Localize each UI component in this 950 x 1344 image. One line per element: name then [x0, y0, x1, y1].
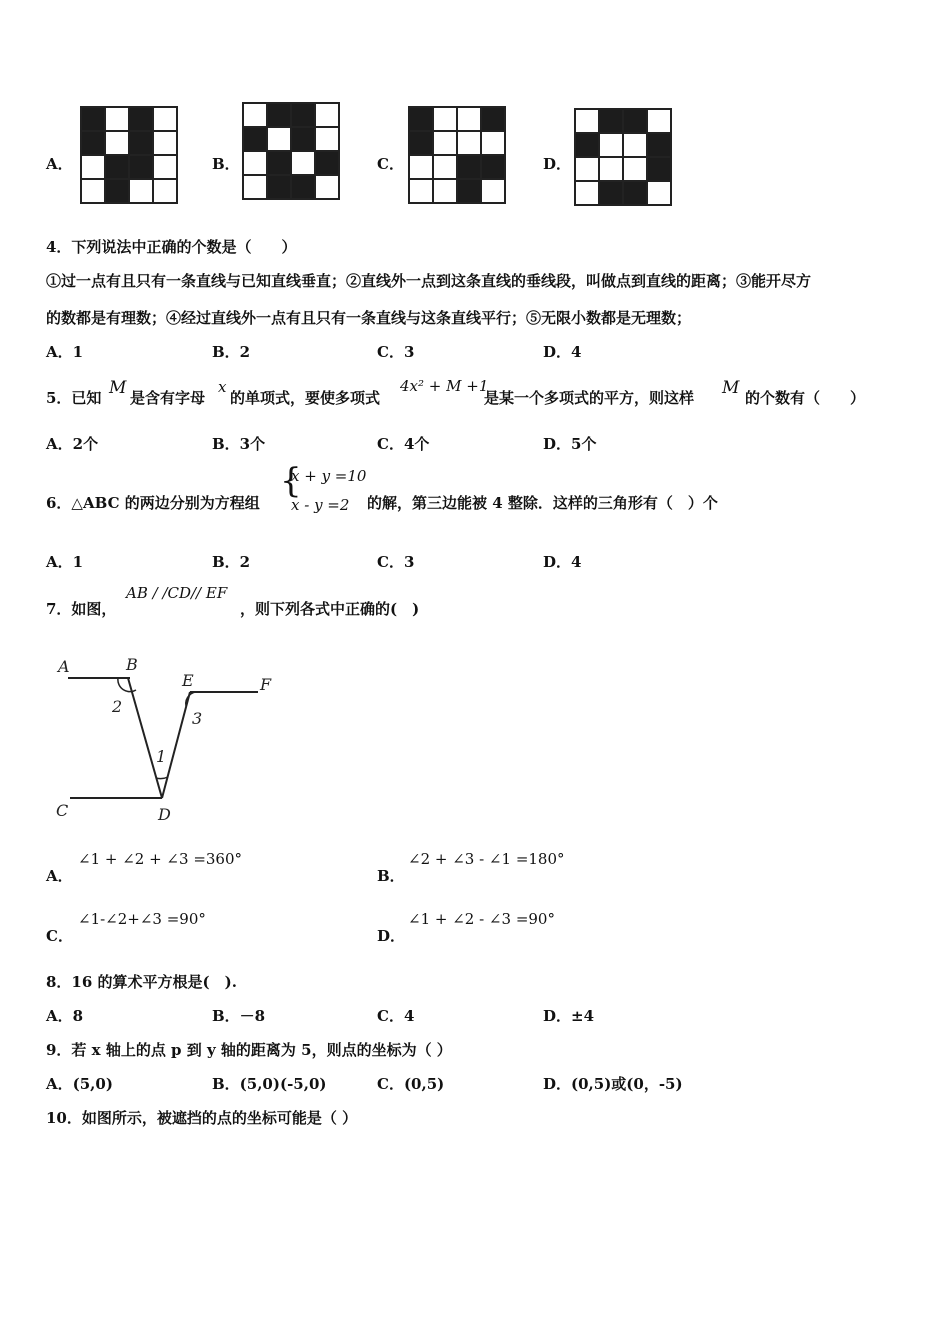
grid-cell-filled [106, 180, 128, 202]
q7-option-a-label: A． [46, 867, 73, 885]
q9-option-a: A．(5,0) [46, 1075, 113, 1093]
grid-cell-empty [482, 180, 504, 202]
grid-cell-empty [458, 132, 480, 154]
q6-system-brace: { [280, 461, 302, 501]
q3-option-b-grid [242, 102, 340, 200]
label-a: A [58, 657, 70, 676]
q9-option-c: C．(0,5) [377, 1075, 445, 1093]
label-b: B [126, 655, 138, 674]
q7-condition: AB / /CD// EF [126, 584, 228, 602]
q7-option-d-expr: ∠1 + ∠2 - ∠3 =90° [408, 910, 555, 928]
q6-option-a: A．1 [46, 553, 84, 571]
grid-cell-filled [624, 182, 646, 204]
q7-option-c-label: C． [46, 927, 73, 945]
grid-cell-empty [154, 132, 176, 154]
grid-cell-empty [482, 132, 504, 154]
label-c: C [56, 801, 69, 820]
q7-text-1: 7．如图， [46, 600, 117, 618]
q6-option-d: D．4 [543, 553, 582, 571]
q3-option-d-label: D． [543, 155, 572, 173]
q5-option-b: B．3个 [212, 435, 266, 453]
q9-option-b: B．(5,0)(-5,0) [212, 1075, 327, 1093]
q8-stem: 8．16 的算术平方根是( ). [46, 973, 237, 991]
grid-cell-empty [624, 158, 646, 180]
angle-2-arc [118, 678, 136, 692]
grid-cell-empty [576, 158, 598, 180]
grid-cell-filled [624, 110, 646, 132]
grid-cell-empty [244, 104, 266, 126]
grid-cell-empty [434, 108, 456, 130]
q5-text-2: 是含有字母 [130, 389, 206, 407]
q4-option-d: D．4 [543, 343, 582, 361]
q5-math-x: x [218, 378, 227, 396]
label-f: F [260, 675, 272, 694]
q6-equation-1: x + y =10 [291, 467, 367, 485]
grid-cell-filled [458, 156, 480, 178]
q9-option-d: D．(0,5)或(0，-5) [543, 1075, 683, 1093]
grid-cell-empty [244, 152, 266, 174]
grid-cell-filled [482, 108, 504, 130]
grid-cell-empty [624, 134, 646, 156]
q4-statement-line1: ①过一点有且只有一条直线与已知直线垂直；②直线外一点到这条直线的垂线段，叫做点到直线的距离；③能开尽方 [46, 272, 812, 290]
grid-cell-filled [648, 158, 670, 180]
q7-option-b-expr: ∠2 + ∠3 - ∠1 =180° [408, 850, 565, 868]
grid-cell-empty [316, 176, 338, 198]
grid-cell-filled [482, 156, 504, 178]
grid-cell-empty [648, 182, 670, 204]
q8-option-b: B．－8 [212, 1007, 266, 1025]
q4-stem: 4．下列说法中正确的个数是（ ） [46, 238, 297, 256]
q3-option-a-label: A． [46, 155, 73, 173]
line-bd [128, 678, 162, 798]
label-angle-3: 3 [192, 709, 203, 728]
q5-math-m2: M [722, 378, 740, 398]
q5-option-c: C．4个 [377, 435, 430, 453]
grid-cell-filled [600, 182, 622, 204]
grid-cell-filled [648, 134, 670, 156]
q6-equation-2: x - y =2 [291, 496, 350, 514]
grid-cell-empty [106, 132, 128, 154]
grid-cell-empty [600, 134, 622, 156]
grid-cell-empty [648, 110, 670, 132]
grid-cell-filled [130, 108, 152, 130]
grid-cell-filled [410, 132, 432, 154]
grid-cell-empty [154, 180, 176, 202]
q5-text-4: 是某一个多项式的平方，则这样 [484, 389, 695, 407]
grid-cell-empty [434, 180, 456, 202]
q3-option-d-grid [574, 108, 672, 206]
grid-cell-empty [82, 156, 104, 178]
q6-option-b: B．2 [212, 553, 251, 571]
grid-cell-empty [410, 180, 432, 202]
q4-option-b: B．2 [212, 343, 251, 361]
q5-text-3: 的单项式，要使多项式 [230, 389, 381, 407]
line-ed [162, 692, 190, 798]
grid-cell-empty [154, 108, 176, 130]
q5-math-poly: 4x² + M +1 [400, 377, 489, 395]
q7-option-c-expr: ∠1-∠2+∠3 =90° [78, 910, 206, 928]
grid-cell-empty [600, 158, 622, 180]
q7-option-d-label: D． [377, 927, 406, 945]
grid-cell-empty [268, 128, 290, 150]
grid-cell-filled [268, 176, 290, 198]
q4-option-a: A．1 [46, 343, 84, 361]
grid-cell-filled [576, 134, 598, 156]
grid-cell-filled [244, 128, 266, 150]
grid-cell-filled [268, 104, 290, 126]
grid-cell-empty [576, 182, 598, 204]
grid-cell-empty [130, 180, 152, 202]
q7-option-a-expr: ∠1 + ∠2 + ∠3 =360° [78, 850, 243, 868]
q3-option-c-label: C． [377, 155, 404, 173]
grid-cell-empty [458, 108, 480, 130]
label-e: E [182, 671, 194, 690]
grid-cell-filled [130, 132, 152, 154]
q6-text-1: 6．△ABC 的两边分别为方程组 [46, 494, 260, 512]
q8-option-d: D．±4 [543, 1007, 595, 1025]
grid-cell-filled [316, 152, 338, 174]
grid-cell-filled [130, 156, 152, 178]
grid-cell-filled [292, 104, 314, 126]
grid-cell-empty [106, 108, 128, 130]
grid-cell-filled [410, 108, 432, 130]
q7-text-2: ，则下列各式中正确的( ) [240, 600, 420, 618]
grid-cell-empty [576, 110, 598, 132]
q7-option-b-label: B． [377, 867, 405, 885]
grid-cell-empty [154, 156, 176, 178]
q3-option-a-grid [80, 106, 178, 204]
grid-cell-filled [82, 132, 104, 154]
q5-option-d: D．5个 [543, 435, 597, 453]
q5-text-1: 5．已知 [46, 389, 102, 407]
grid-cell-filled [458, 180, 480, 202]
q5-math-m: M [109, 378, 127, 398]
grid-cell-filled [292, 176, 314, 198]
label-d: D [158, 805, 171, 824]
q3-option-b-label: B． [212, 155, 240, 173]
q4-statement-line2: 的数都是有理数；④经过直线外一点有且只有一条直线与这条直线平行；⑤无限小数都是无理数； [46, 309, 692, 327]
q6-option-c: C．3 [377, 553, 415, 571]
q5-text-5: 的个数有（ ） [745, 389, 866, 407]
q9-stem: 9．若 x 轴上的点 p 到 y 轴的距离为 5，则点的坐标为（ ） [46, 1041, 452, 1059]
angle-1-arc [156, 777, 168, 779]
q10-stem: 10．如图所示，被遮挡的点的坐标可能是（ ） [46, 1109, 358, 1127]
q8-option-c: C．4 [377, 1007, 415, 1025]
grid-cell-empty [434, 132, 456, 154]
q4-option-c: C．3 [377, 343, 415, 361]
grid-cell-empty [292, 152, 314, 174]
grid-cell-empty [410, 156, 432, 178]
grid-cell-filled [82, 108, 104, 130]
grid-cell-empty [316, 128, 338, 150]
q6-text-2: 的解，第三边能被 4 整除．这样的三角形有（ ）个 [367, 494, 718, 512]
grid-cell-empty [82, 180, 104, 202]
q8-option-a: A．8 [46, 1007, 84, 1025]
grid-cell-filled [292, 128, 314, 150]
grid-cell-filled [268, 152, 290, 174]
grid-cell-empty [316, 104, 338, 126]
label-angle-2: 2 [112, 697, 123, 716]
grid-cell-filled [106, 156, 128, 178]
q5-option-a: A．2个 [46, 435, 99, 453]
grid-cell-empty [244, 176, 266, 198]
q3-option-c-grid [408, 106, 506, 204]
grid-cell-filled [600, 110, 622, 132]
q7-figure [40, 640, 290, 830]
label-angle-1: 1 [156, 747, 167, 766]
grid-cell-empty [434, 156, 456, 178]
